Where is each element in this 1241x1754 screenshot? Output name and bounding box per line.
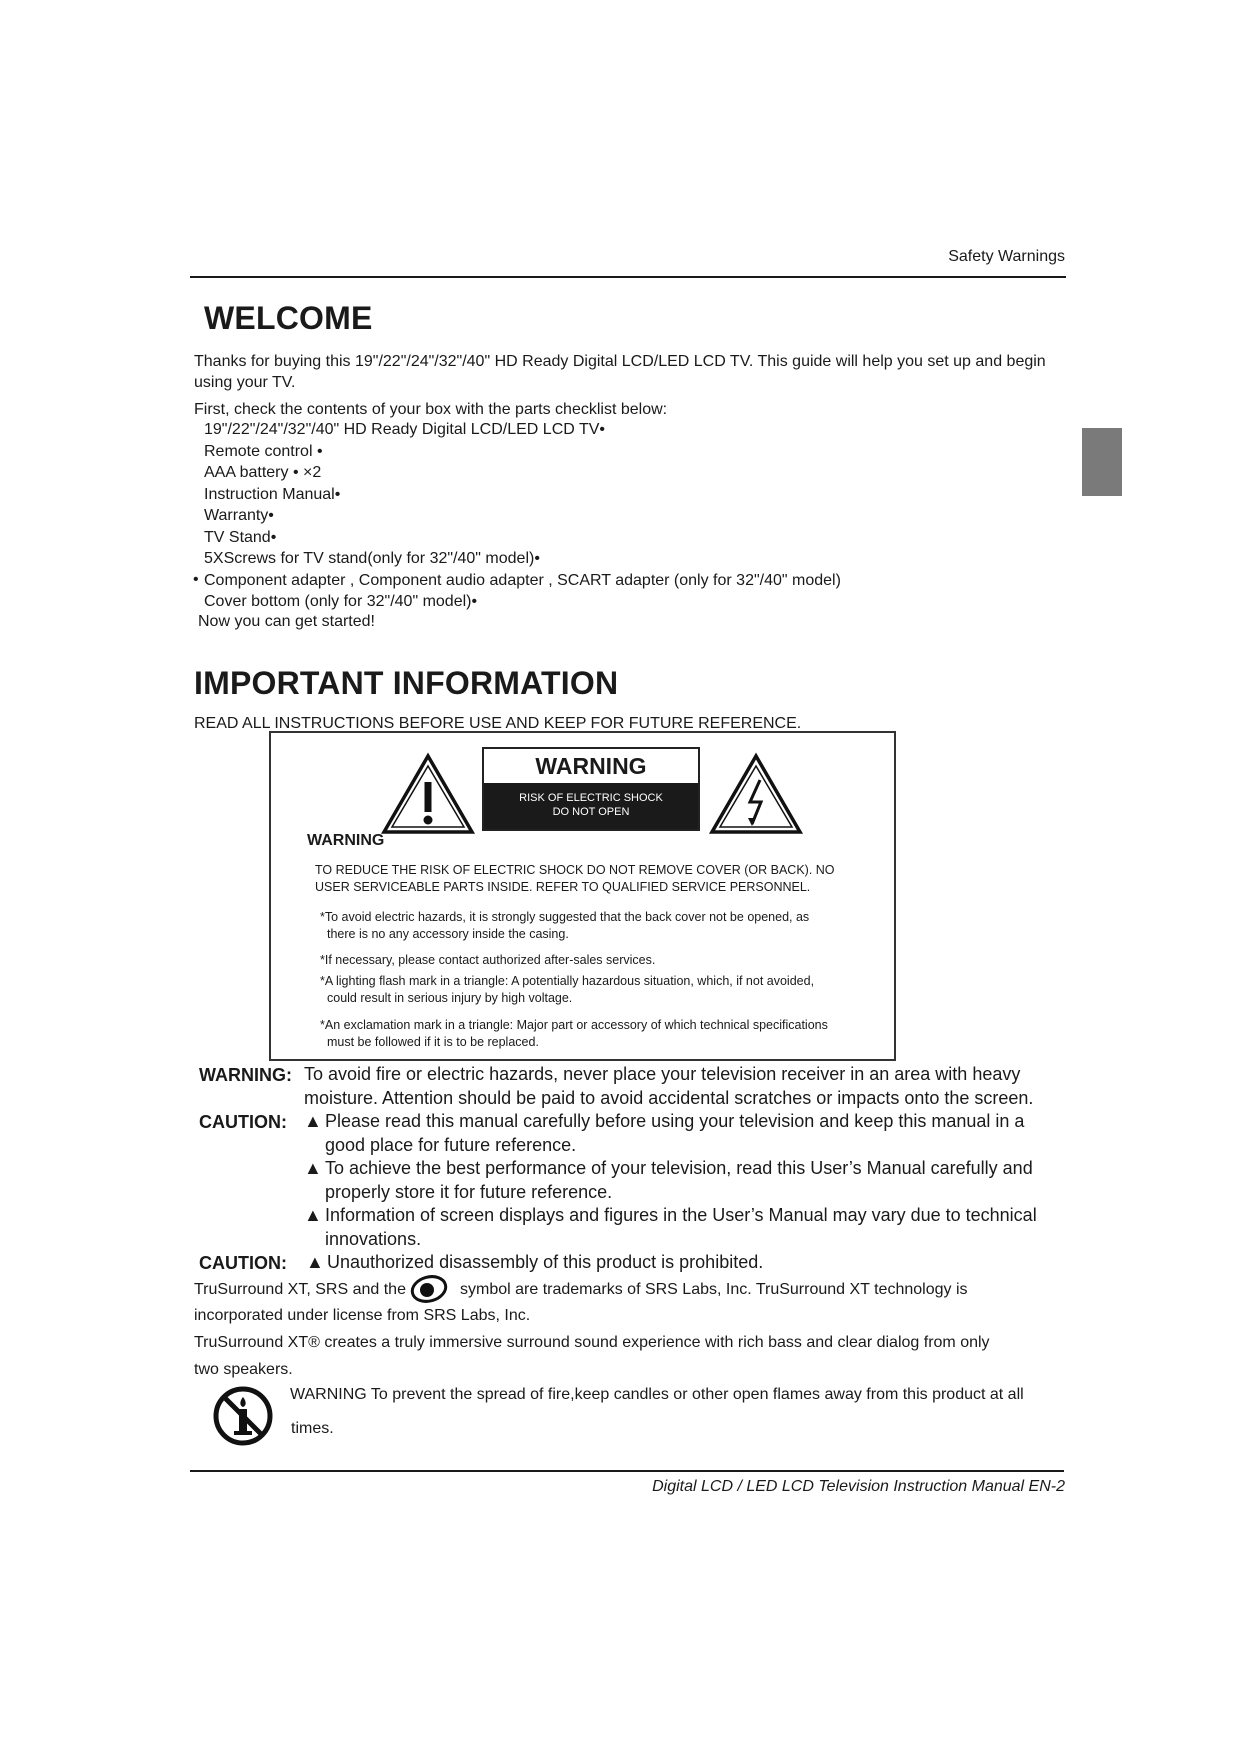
- list-item: TV Stand•: [204, 528, 277, 546]
- parts-checklist: [204, 419, 841, 613]
- list-item: 19"/22"/24"/32"/40" HD Ready Digital LCD/LED LCD TV•: [204, 421, 605, 438]
- note-3-line-1: *A lighting flash mark in a triangle: A potentially hazardous situation, which, if not avoided,: [320, 974, 815, 988]
- get-started-text: Now you can get started!: [198, 613, 375, 630]
- list-item: AAA battery • ×2: [204, 464, 322, 481]
- caution-2-line-1: To achieve the best performance of your television, read this User’s Manual carefully and: [325, 1158, 1033, 1178]
- warning-label: [482, 747, 700, 831]
- section-title: Safety Warnings: [948, 248, 1065, 265]
- candle-warning-line-2: times.: [291, 1420, 334, 1437]
- srs-line-1b: symbol are trademarks of SRS Labs, Inc. TruSurround XT technology is: [460, 1281, 968, 1298]
- important-heading: IMPORTANT INFORMATION: [194, 665, 619, 701]
- list-item: Remote control •: [204, 442, 323, 460]
- caution-2-label-text: CAUTION:: [199, 1253, 287, 1273]
- note-2: *If necessary, please contact authorized after-sales services.: [320, 953, 656, 967]
- caution-1-line-1: Please read this manual carefully before using your television and keep this manual in a: [325, 1111, 1025, 1131]
- caution-2-line-2: properly store it for future reference.: [325, 1182, 613, 1202]
- welcome-intro-line-2: using your TV.: [194, 374, 296, 391]
- list-bullet: •: [193, 571, 199, 588]
- risk-line-2: DO NOT OPEN: [552, 806, 630, 818]
- welcome-intro-line-1: Thanks for buying this 19"/22"/24"/32"/40" HD Ready Digital LCD/LED LCD TV. This guide will help you set up and begin: [194, 353, 1046, 370]
- caution-bullet-icon: ▲: [304, 1158, 322, 1178]
- note-4-line-1: *An exclamation mark in a triangle: Major part or accessory of which technical specifications: [320, 1018, 828, 1032]
- caution-bullet-icon: ▲: [304, 1111, 322, 1131]
- caution-4: Unauthorized disassembly of this product is prohibited.: [327, 1252, 764, 1272]
- risk-line-1: RISK OF ELECTRIC SHOCK: [519, 792, 663, 804]
- list-item: Instruction Manual•: [204, 485, 341, 503]
- footer-rule: [190, 1470, 1064, 1472]
- srs-logo-icon: [409, 1273, 449, 1305]
- read-instructions: READ ALL INSTRUCTIONS BEFORE USE AND KEEP FOR FUTURE REFERENCE.: [194, 715, 802, 732]
- srs-line-3: TruSurround XT® creates a truly immersive surround sound experience with rich bass and clear dialog from only: [194, 1334, 990, 1351]
- checklist-intro: First, check the contents of your box with the parts checklist below:: [194, 401, 668, 418]
- note-3-line-2: could result in serious injury by high voltage.: [327, 991, 573, 1005]
- warning-label-text: WARNING:: [199, 1065, 292, 1085]
- list-item: Component adapter , Component audio adapter , SCART adapter (only for 32"/40" model): [204, 571, 841, 589]
- welcome-heading: WELCOME: [204, 300, 373, 336]
- list-item: Warranty•: [204, 507, 274, 524]
- srs-line-2: incorporated under license from SRS Labs, Inc.: [194, 1307, 531, 1324]
- caution-bullet-icon: ▲: [306, 1252, 324, 1272]
- warning-heading: WARNING: [307, 832, 385, 849]
- list-item: 5XScrews for TV stand(only for 32"/40" model)•: [204, 550, 540, 567]
- srs-line-4: two speakers.: [194, 1361, 293, 1378]
- caution-label-text: CAUTION:: [199, 1112, 287, 1132]
- lightning-triangle-icon: [708, 752, 804, 836]
- warning-label-risk: [484, 783, 698, 829]
- warning-label-title: WARNING: [535, 753, 647, 779]
- note-1-line-2: there is no any accessory inside the casing.: [327, 927, 569, 941]
- list-item: Cover bottom (only for 32"/40" model)•: [204, 593, 478, 610]
- caution-bullet-icon: ▲: [304, 1205, 322, 1225]
- reduce-risk-line-1: TO REDUCE THE RISK OF ELECTRIC SHOCK DO NOT REMOVE COVER (OR BACK). NO: [315, 863, 835, 877]
- caution-3-line-2: innovations.: [325, 1229, 422, 1249]
- warning-line-2: moisture. Attention should be paid to avoid accidental scratches or impacts onto the screen.: [304, 1088, 1034, 1108]
- exclamation-triangle-icon: [380, 752, 476, 836]
- warning-line-1: To avoid fire or electric hazards, never place your television receiver in an area with heavy: [304, 1064, 1021, 1084]
- srs-line-1a: TruSurround XT, SRS and the: [194, 1281, 406, 1298]
- caution-3-line-1: Information of screen displays and figures in the User’s Manual may vary due to technical: [325, 1205, 1037, 1225]
- note-4-line-2: must be followed if it is to be replaced.: [327, 1035, 539, 1049]
- caution-1-line-2: good place for future reference.: [325, 1135, 577, 1155]
- header-rule: [190, 276, 1066, 278]
- footer-text: Digital LCD / LED LCD Television Instruction Manual EN-2: [652, 1478, 1065, 1495]
- note-1-line-1: *To avoid electric hazards, it is strongly suggested that the back cover not be opened, as: [320, 910, 810, 924]
- reduce-risk-line-2: USER SERVICEABLE PARTS INSIDE. REFER TO QUALIFIED SERVICE PERSONNEL.: [315, 880, 811, 894]
- page-tab-marker: [1082, 428, 1122, 496]
- candle-warning-line-1: WARNING To prevent the spread of fire,keep candles or other open flames away from this product at all: [290, 1386, 1024, 1403]
- no-candle-icon: [212, 1385, 274, 1447]
